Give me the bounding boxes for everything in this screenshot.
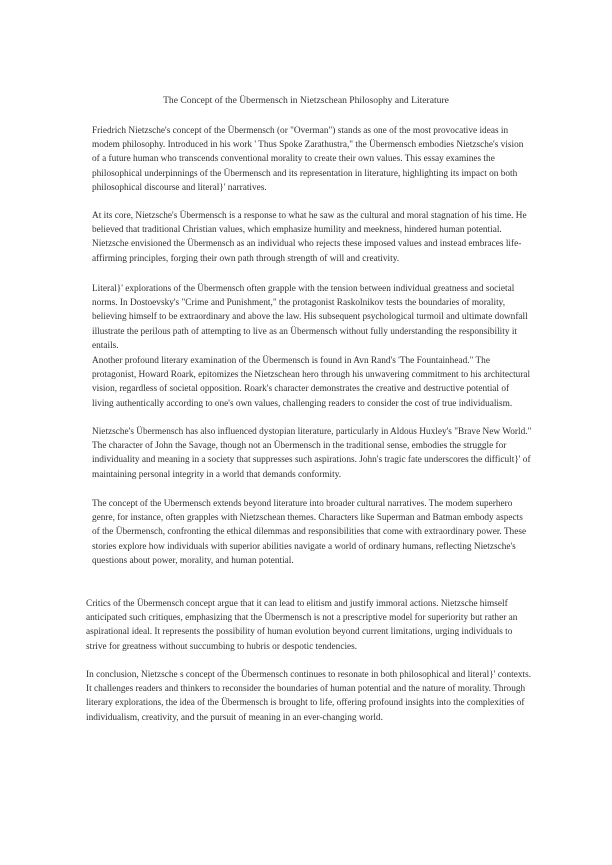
paragraph-introduction: Friedrich Nietzsche's concept of the Übermensch (or "Overman") stands as one of the most provocative ideas in modem philosophy. Introduced in his work ' Thus Spoke Zarathustra," the Übermensch embodies Nietzsche's vision of a future human who transcends conventional morality to create their own values. This essay examines the philosophical underpinnings of the Übermensch and its representation in literature, highlighting its impact on both philosophical discourse and literal}' narratives. (92, 126, 524, 193)
document-title: The Concept of the Übermensch in Nietzschean Philosophy and Literature (163, 95, 449, 106)
paragraph-superhero: The concept of the Ubermensch extends beyond literature into broader cultural narratives. The modem superhero genre, for instance, often grapples with Nietzschean themes. Characters like Superman and Batman embody aspects of the Übermensch, confronting the ethical dilemmas and responsibilities that come with extraordinary power. These stories explore how individuals with superior abilities navigate a world of ordinary humans, reflecting Nietzsche's questions about power, morality, and human potential. (92, 499, 527, 566)
paragraph-rand: Another profound literary examination of the Übermensch is found in Avn Rand's 'The Fountainhead." The protagonist, Howard Roark, epitomizes the Nietzschean hero through his unwavering commitment to his architectural vision, regardless of societal opposition. Roark's character demonstrates the creative and destructive potential of living authentically according to one's own values, challenging readers to consider the cost of true individualism. (92, 356, 531, 409)
paragraph-huxley: Nietzsche's Übermensch has also influenced dystopian literature, particularly in Aldous Huxley's "Brave New World." The character of John the Savage, though not an Übermensch in the traditional sense, embodies the struggle for individuality and meaning in a society that suppresses such aspirations. John's tragic fate underscores the difficult}' of maintaining personal integrity in a world that demands conformity. (92, 427, 532, 480)
paragraph-dostoevsky: Literal}' explorations of the Übermensch often grapple with the tension between individual greatness and societal norms. In Dostoevsky's "Crime and Punishment," the protagonist Raskolnikov tests the boundaries of morality, believing himself to be extraordinary and above the law. His subsequent psychological turmoil and ultimate downfall illustrate the perilous path of attempting to live as an Übermensch without fully understanding the responsibility it entails. (92, 284, 528, 351)
paragraph-conclusion: In conclusion, Nietzsche s concept of the Übermensch continues to resonate in both philosophical and literal}' contexts. It challenges readers and thinkers to reconsider the boundaries of human potential and the nature of morality. Through literary explorations, the idea of the Übermensch is brought to life, offering profound insights into the complexities of individualism, creativity, and the pursuit of meaning in an ever-changing world. (86, 670, 532, 723)
paragraph-core-concept: At its core, Nietzsche's Übermensch is a response to what he saw as the cultural and moral stagnation of his time. He believed that traditional Christian values, which emphasize humility and meekness, hindered human potential. Nietzsche envisioned the Übermensch as an individual who rejects these imposed values and instead embraces life-affirming principles, forging their own path through strength of will and creativity. (92, 211, 527, 264)
paragraph-critics: Critics of the Übermensch concept argue that it can lead to elitism and justify immoral actions. Nietzsche himself anticipated such critiques, emphasizing that the Übermensch is not a prescriptive model for superiority but rather an aspirational ideal. It represents the possibility of human evolution beyond current limitations, urging individuals to strive for greatness without succumbing to hubris or despotic tendencies. (86, 599, 518, 652)
